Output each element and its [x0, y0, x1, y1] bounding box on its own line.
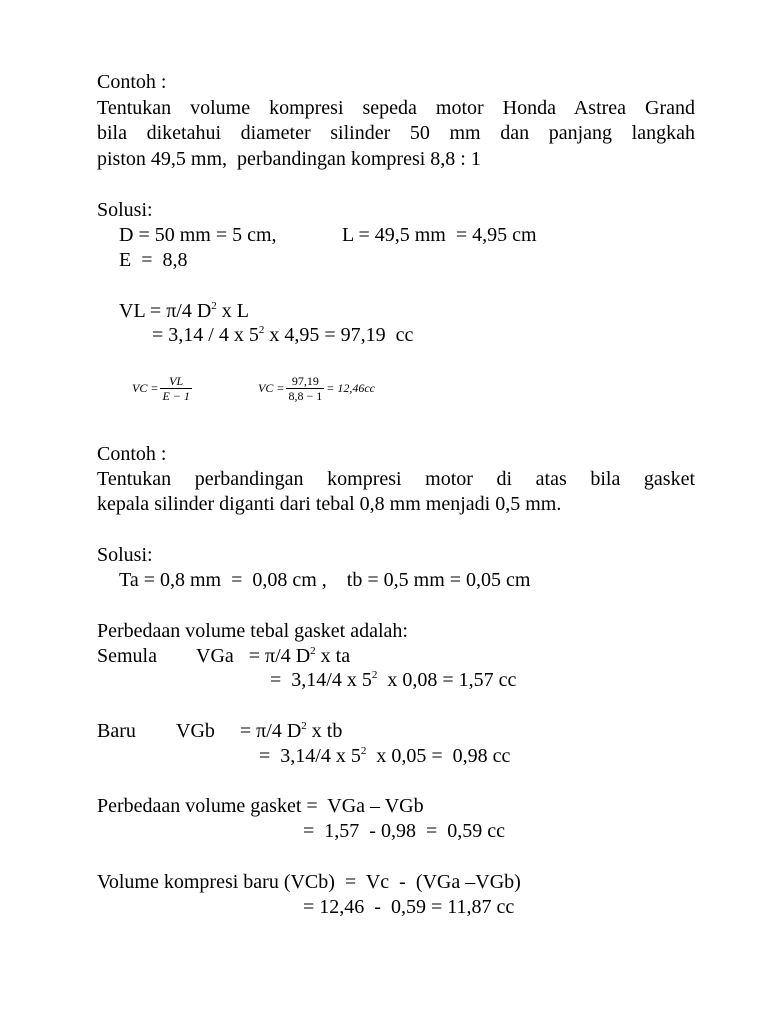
example2-line1: Tentukan perbandingan kompresi motor di atas bila gasket [97, 468, 695, 490]
vc-calc-fraction [286, 374, 324, 403]
vga-formula-exp: 2 [310, 645, 316, 657]
semula-label: Semula [97, 645, 157, 667]
vgb-formula-post: x tb [306, 720, 343, 742]
vc-calc-lhs: VC = [258, 381, 285, 395]
gasket-difference-calc: = 1,57 - 0,98 = 0,59 cc [303, 820, 505, 842]
difference-heading: Perbedaan volume tebal gasket adalah: [97, 620, 408, 642]
solution1-heading: Solusi: [97, 199, 153, 221]
vgb-calc-exp: 2 [360, 745, 367, 757]
vc-calc-result: = 12,46cc [326, 381, 375, 395]
vc-formula [132, 374, 194, 403]
vl-formula-pre: VL = π/4 D [119, 300, 212, 322]
example1-line3: piston 49,5 mm, perbandingan kompresi 8,8 : 1 [97, 148, 481, 170]
vga-formula-post: x ta [315, 645, 351, 667]
d-value: D = 50 mm = 5 cm, [119, 224, 277, 246]
example1-line2: bila diketahui diameter silinder 50 mm dan panjang langkah [97, 122, 695, 144]
vga-calc-pre: = 3,14/4 x 5 [270, 669, 372, 691]
vl-calc-pre: = 3,14 / 4 x 5 [152, 324, 259, 346]
vl-calc [152, 323, 413, 347]
e-value: E = 8,8 [119, 249, 188, 271]
vc-formula-denominator: E − 1 [162, 389, 190, 403]
example2-heading: Contoh : [97, 443, 167, 465]
vc-calc-denominator: 8,8 − 1 [288, 389, 323, 403]
vc-calc-numerator: 97,19 [291, 374, 319, 388]
gasket-difference: Perbedaan volume gasket = VGa – VGb [97, 795, 424, 817]
vgb-calc-post: x 0,05 = 0,98 cc [366, 745, 511, 767]
vcb-calc: = 12,46 - 0,59 = 11,87 cc [303, 896, 515, 918]
solution2-heading: Solusi: [97, 544, 153, 566]
vl-calc-post: x 4,95 = 97,19 cc [264, 324, 414, 346]
vl-formula-post: x L [216, 300, 250, 322]
vc-formula-lhs: VC = [132, 381, 159, 395]
vc-calc [258, 374, 375, 403]
vga-calc-exp: 2 [371, 669, 378, 681]
example1-heading: Contoh : [97, 71, 167, 93]
vga-formula-pre: VGa = π/4 D [196, 645, 311, 667]
vc-formula-numerator: VL [169, 374, 184, 388]
vga-calc-post: x 0,08 = 1,57 cc [377, 669, 517, 691]
thickness-values: Ta = 0,8 mm = 0,08 cm , tb = 0,5 mm = 0,05 cm [119, 569, 531, 591]
vgb-calc [259, 744, 510, 768]
vga-formula [196, 644, 350, 668]
vgb-formula-pre: VGb = π/4 D [176, 720, 302, 742]
vgb-calc-pre: = 3,14/4 x 5 [259, 745, 361, 767]
vgb-formula-exp: 2 [301, 720, 307, 732]
vga-calc [270, 668, 516, 692]
vl-formula [119, 299, 249, 323]
l-value: L = 49,5 mm = 4,95 cm [342, 224, 537, 246]
vc-formula-fraction [160, 374, 191, 403]
example1-line1: Tentukan volume kompresi sepeda motor Honda Astrea Grand [97, 97, 695, 119]
vcb-formula: Volume kompresi baru (VCb) = Vc - (VGa –VGb) [97, 871, 521, 893]
vgb-formula [176, 719, 342, 743]
vl-formula-exp: 2 [211, 300, 217, 312]
baru-label: Baru [97, 720, 136, 742]
vl-calc-exp: 2 [258, 324, 265, 336]
example2-line2: kepala silinder diganti dari tebal 0,8 mm menjadi 0,5 mm. [97, 493, 562, 515]
